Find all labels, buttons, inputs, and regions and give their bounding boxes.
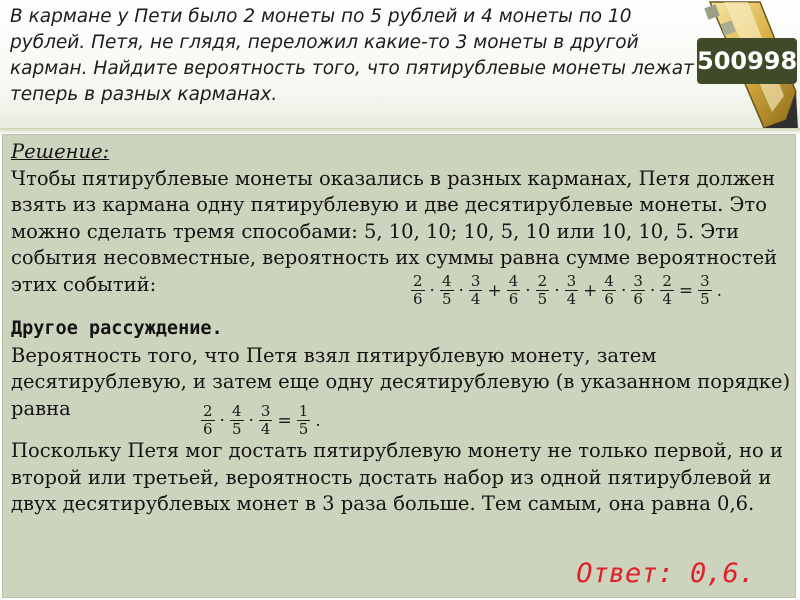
solution-paragraph-2: Вероятность того, что Петя взял пятирублевую монету, затем десятирублевую, и затем еще одну десятирублевую (в указанном порядке) равна (11, 343, 791, 420)
numerator: 1 (298, 402, 309, 420)
denominator: 6 (203, 420, 213, 438)
denominator: 4 (566, 290, 577, 308)
numerator: 2 (413, 272, 423, 290)
solution-heading: Решение: (11, 140, 110, 163)
numerator: 2 (662, 272, 672, 290)
operator: · (219, 410, 225, 431)
fraction (536, 273, 550, 308)
denominator: 5 (231, 420, 242, 438)
fraction (602, 273, 616, 308)
problem-text: В кармане у Пети было 2 монеты по 5 рублей и 4 монеты по 10 рублей. Петя, не глядя, переложил какие-то 3 монеты в другой карман. Найдите вероятность того, что пятирублевые монеты лежат теперь в разных карманах. (10, 6, 694, 105)
operator: + (487, 280, 502, 301)
fraction (660, 273, 674, 308)
formula-sum (409, 273, 725, 308)
operator: · (620, 280, 627, 301)
denominator: 5 (441, 290, 452, 308)
fraction (201, 403, 215, 438)
numerator: 4 (231, 402, 242, 420)
operator: · (429, 280, 435, 301)
numerator: 3 (470, 272, 481, 290)
denominator: 6 (604, 290, 614, 308)
numerator: 3 (566, 272, 577, 290)
fraction (259, 403, 273, 438)
numerator: 2 (537, 272, 548, 290)
solution-paragraph-3: Поскольку Петя мог достать пятирублевую монету не только первой, но и второй или третьей, вероятность достать набор из одной пятирублевой и двух десятирублевых монет в 3 раза больше. Тем самым, она равна 0,6. (11, 439, 783, 515)
operator: + (583, 280, 598, 301)
answer: Ответ: 0,6. (576, 558, 755, 589)
numerator: 2 (203, 402, 213, 420)
denominator: 5 (537, 290, 548, 308)
denominator: 4 (662, 290, 672, 308)
operator: . (716, 280, 723, 301)
numerator: 4 (604, 272, 614, 290)
fraction (698, 273, 712, 308)
fraction (440, 273, 454, 308)
fraction (565, 273, 579, 308)
fraction (631, 273, 645, 308)
denominator: 6 (633, 290, 643, 308)
numerator: 3 (700, 272, 710, 290)
fraction (297, 403, 311, 438)
denominator: 4 (470, 290, 481, 308)
denominator: 5 (700, 290, 710, 308)
operator: · (248, 410, 254, 431)
solution-paragraph-1: Чтобы пятирублевые монеты оказались в разных карманах, Петя должен взять из кармана одну пятирублевую и две десятирублевые монеты. Это можно сделать тремя способами: 5, 10, 10; 10, 5, 10 или 10, 10, 5. Эти события несовместные, вероятность их суммы равна сумме вероятностей этих событий: (11, 166, 778, 296)
denominator: 5 (298, 420, 309, 438)
formula-product (199, 403, 324, 438)
numerator: 4 (508, 272, 519, 290)
denominator: 6 (508, 290, 519, 308)
numerator: 3 (633, 272, 643, 290)
denominator: 6 (413, 290, 423, 308)
operator: . (315, 410, 321, 431)
denominator: 4 (260, 420, 271, 438)
solution-text (11, 139, 793, 518)
operator: · (525, 280, 531, 301)
problem-id-badge: 500998 (697, 38, 797, 84)
operator: · (649, 280, 656, 301)
operator: = (678, 280, 694, 301)
operator: · (554, 280, 560, 301)
solution-box (2, 134, 796, 598)
fraction (230, 403, 244, 438)
operator: = (277, 410, 292, 431)
fraction (507, 273, 521, 308)
fraction (411, 273, 425, 308)
numerator: 4 (441, 272, 452, 290)
numerator: 3 (260, 402, 271, 420)
problem-header (0, 0, 800, 128)
operator: · (458, 280, 464, 301)
fraction (469, 273, 483, 308)
alternative-heading: Другое рассуждение. (11, 318, 223, 339)
